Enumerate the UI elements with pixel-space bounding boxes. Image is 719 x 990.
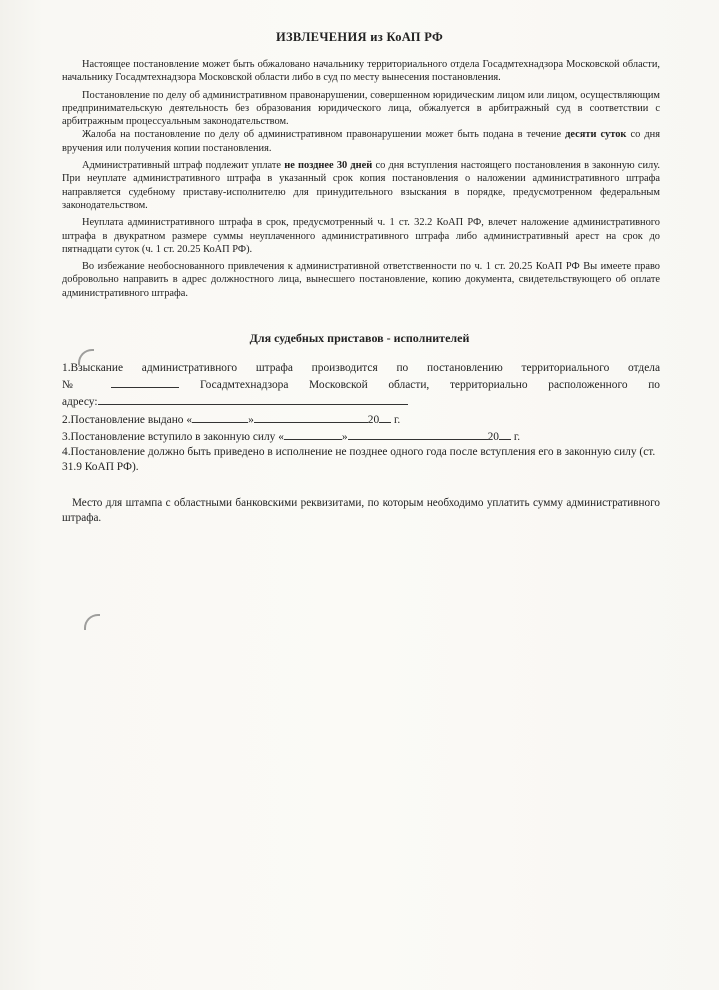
effective-year-blank [499,428,511,440]
effective-day-blank [284,428,342,440]
punch-hole-mark [84,614,100,630]
item-2-issued-line: 2.Постановление выдано « » 20 г. [62,411,660,428]
document-title: ИЗВЛЕЧЕНИЯ из КоАП РФ [275,30,443,44]
item-4-line: 4.Постановление должно быть приведено в исполнение не позднее одного года после вступления его в законную силу (ст. 31.9 КоАП РФ). [62,446,656,474]
bailiffs-heading: Для судебных приставов - исполнителей [249,331,470,345]
order-number-blank [111,376,179,388]
koap-extracts [62,58,660,304]
effective-month-blank [348,428,488,440]
paragraph-voluntary-proof: Во избежание необоснованного привлечения к административной ответственности по ч. 1 ст. 20.25 КоАП РФ Вы имеете право добровольно направить в адрес должностного лица, вынесшего постановление, копию документа, свидетельствующего об оплате административного штрафа. [62,261,660,299]
paragraph-payment-deadline: Административный штраф подлежит уплате не позднее 30 дней со дня вступления настоящего постановления в законную силу. При неуплате административного штрафа в указанный срок копия постановления о наложении административного штрафа направляется судебному приставу-исполнителю для принудительного взыскания в порядке, предусмотренном федеральным законодательством. [62,160,660,211]
address-blank [98,393,408,405]
paragraph-nonpayment: Неуплата административного штрафа в срок, предусмотренный ч. 1 ст. 32.2 КоАП РФ, влечет наложение административного штрафа в двукратном размере суммы неуплаченного административного штрафа либо административный арест на срок до пятнадцати суток (ч. 1 ст. 20.25 КоАП РФ). [62,217,660,255]
issued-year-blank [379,411,391,423]
item-1-address-line: адресу: [62,393,660,410]
paragraph-appeal: Настоящее постановление может быть обжаловано начальнику территориального отдела Госадмтехнадзора Московской области, начальнику Госадмтехнадзора Московской области либо в суд по месту вынесения постановления. [62,59,660,84]
item-3-effective-line: 3.Постановление вступило в законную силу « » 20 г. [62,428,660,445]
bailiffs-section [62,361,660,475]
stamp-placeholder-note: Место для штампа с областными банковскими реквизитами, по которым необходимо уплатить сумму административного штрафа. [62,497,660,524]
issued-day-blank [192,411,248,423]
issued-month-blank [254,411,368,423]
paragraph-arbitration: Постановление по делу об административном правонарушении, совершенном юридическим лицом или лицом, осуществляющим предпринимательскую деятельность без образования юридического лица, обжалуется в арбитражный суд в соответствии с арбитражным процессуальным законодательством. [62,89,660,128]
item-1-number-line: № Госадмтехнадзора Московской области, территориально расположенного по [62,376,660,393]
paragraph-complaint-deadline: Жалоба на постановление по делу об административном правонарушении может быть подана в течение десяти суток со дня вручения или получения копии постановления. [62,129,660,154]
item-1-line: 1.Взыскание административного штрафа производится по постановлению территориального отдела [62,362,660,374]
